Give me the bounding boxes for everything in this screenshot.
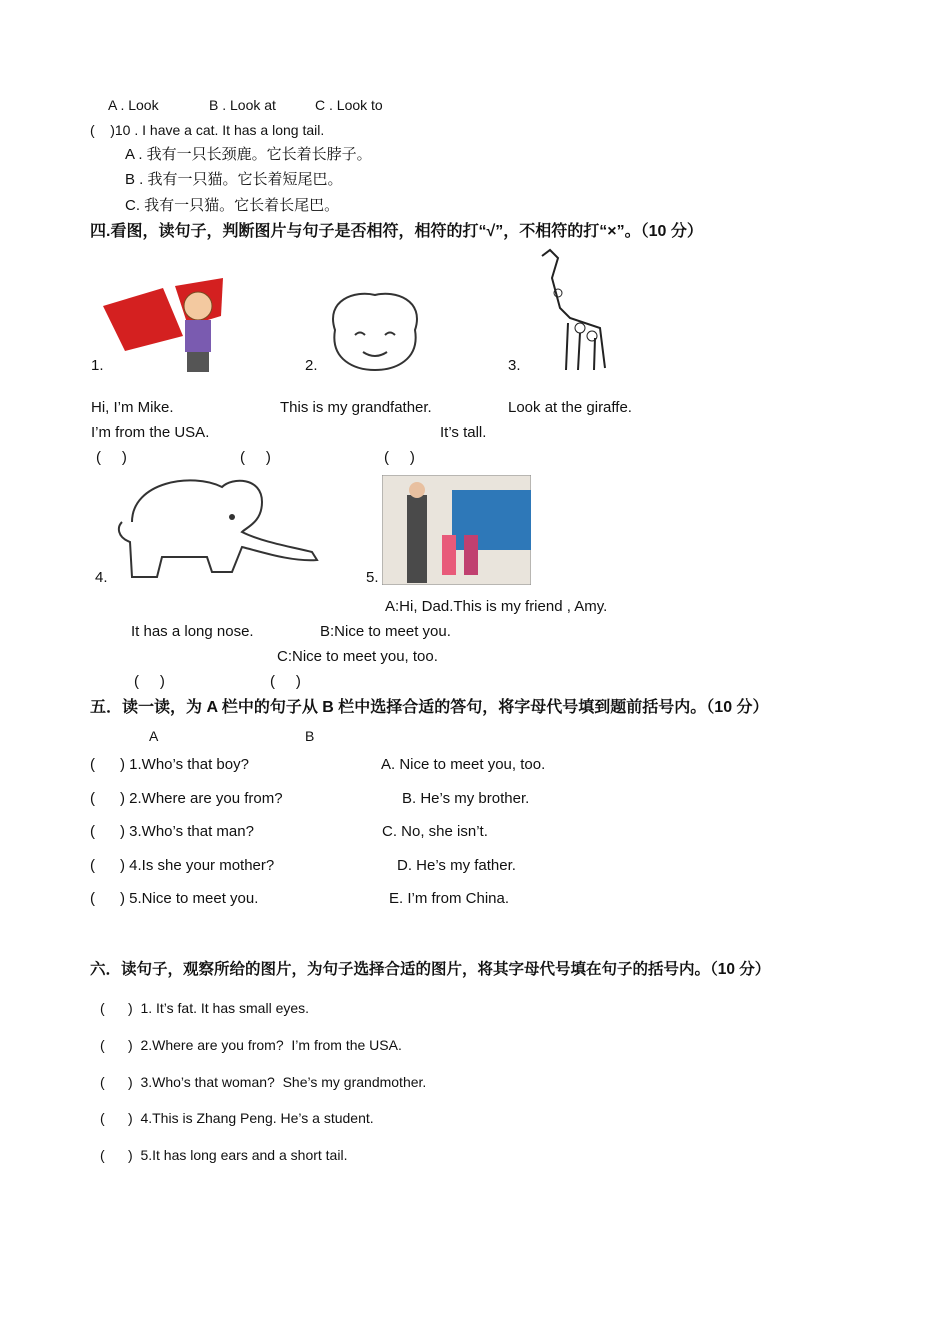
giraffe-image: [530, 248, 612, 372]
section6-title: 六．读句子，观察所给的图片，为句子选择合适的图片，将其字母代号填在句子的括号内。（10 分）: [90, 961, 771, 978]
s5-answer: E. I’m from China.: [389, 890, 510, 907]
s6-item: ( ) 5.It has long ears and a short tail.: [100, 1147, 348, 1163]
s6-item: ( ) 2.Where are you from? I’m from the USA.: [100, 1037, 402, 1053]
boy-with-canada-flag-image: [103, 276, 228, 372]
caption-2: This is my grandfather.: [280, 399, 432, 416]
picture-number-5: 5.: [366, 569, 379, 586]
q10-option-c: C. 我有一只猫。它长着长尾巴。: [125, 197, 340, 214]
caption-5c: C:Nice to meet you, too.: [277, 648, 438, 665]
caption-5a: A:Hi, Dad.This is my friend , Amy.: [385, 598, 608, 615]
s6-item: ( ) 3.Who’s that woman? She’s my grandmother.: [100, 1074, 427, 1090]
picture-number-4: 4.: [95, 569, 108, 586]
q10-option-b: B . 我有一只猫。它长着短尾巴。: [125, 171, 343, 188]
s6-item: ( ) 4.This is Zhang Peng. He’s a student.: [100, 1110, 374, 1126]
s5-question: ( ) 2.Where are you from?: [90, 790, 283, 807]
answer-bracket-4[interactable]: ( ): [134, 673, 165, 690]
s5-answer: B. He’s my brother.: [402, 790, 530, 807]
picture-number-2: 2.: [305, 357, 318, 374]
caption-1b: I’m from the USA.: [91, 424, 210, 441]
q10-stem: ( )10 . I have a cat. It has a long tail.: [90, 122, 325, 138]
caption-3a: Look at the giraffe.: [508, 399, 632, 416]
answer-bracket-3[interactable]: ( ): [384, 449, 415, 466]
answer-bracket-2[interactable]: ( ): [240, 449, 271, 466]
answer-bracket-1[interactable]: ( ): [96, 449, 127, 466]
section4-title: 四.看图，读句子，判断图片与句子是否相符，相符的打“√”，不相符的打“×”。（10 分）: [90, 223, 703, 240]
s5-answer: D. He’s my father.: [397, 857, 516, 874]
column-b-label: B: [305, 728, 315, 744]
answer-bracket-5[interactable]: ( ): [270, 673, 301, 690]
picture-number-3: 3.: [508, 357, 521, 374]
grandmother-face-image: [325, 290, 425, 372]
q9-option-b: B . Look at: [209, 97, 276, 113]
caption-1a: Hi, I’m Mike.: [91, 399, 174, 416]
s5-answer: A. Nice to meet you, too.: [381, 756, 546, 773]
s5-question: ( ) 3.Who’s that man?: [90, 823, 254, 840]
caption-5b: B:Nice to meet you.: [320, 623, 451, 640]
q9-option-a: A . Look: [108, 97, 159, 113]
q10-option-a: A . 我有一只长颈鹿。它长着长脖子。: [125, 146, 372, 163]
section5-title: 五．读一读，为 A 栏中的句子从 B 栏中选择合适的答句，将字母代号填到题前括号内。（10 分）: [90, 699, 769, 716]
s5-question: ( ) 5.Nice to meet you.: [90, 890, 259, 907]
s6-item: ( ) 1. It’s fat. It has small eyes.: [100, 1000, 310, 1016]
s5-answer: C. No, she isn’t.: [382, 823, 488, 840]
s5-question: ( ) 1.Who’s that boy?: [90, 756, 249, 773]
caption-3b: It’s tall.: [440, 424, 487, 441]
column-a-label: A: [149, 728, 159, 744]
family-meeting-image: [382, 475, 531, 585]
caption-4: It has a long nose.: [131, 623, 254, 640]
q9-option-c: C . Look to: [315, 97, 383, 113]
picture-number-1: 1.: [91, 357, 104, 374]
elephant-image: [112, 472, 322, 584]
s5-question: ( ) 4.Is she your mother?: [90, 857, 275, 874]
